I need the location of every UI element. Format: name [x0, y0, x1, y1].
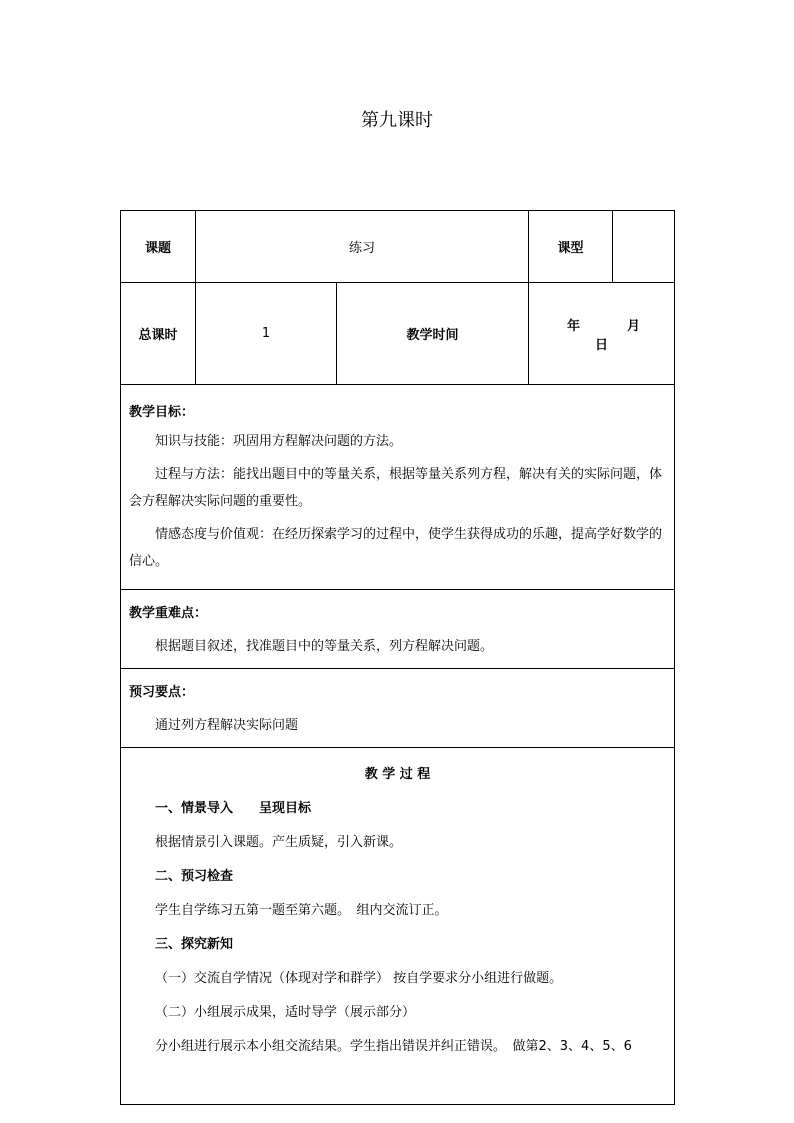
preview-text: 通过列方程解决实际问题: [155, 718, 299, 733]
teaching-date: [529, 283, 675, 385]
total-hours-label: 总课时: [121, 283, 196, 385]
section-1-text: 根据情景引入课题。产生质疑，引入新课。: [155, 835, 403, 850]
goal-emotion: 情感态度与价值观：在经历探索学习的过程中，使学生获得成功的乐趣，提高学好数学的信心。: [129, 527, 663, 569]
topic-value: 练习: [196, 211, 529, 283]
section-3-title: 三、探究新知: [155, 937, 234, 952]
lesson-type-label: 课型: [529, 211, 613, 283]
teaching-time-label: 教学时间: [337, 283, 529, 385]
goals-heading: 教学目标：: [129, 405, 195, 420]
difficulty-section: [121, 590, 675, 669]
total-hours-value: 1: [196, 283, 337, 385]
teaching-goals-section: [121, 385, 675, 590]
topic-label: 课题: [121, 211, 196, 283]
teaching-process-section: [121, 748, 675, 1105]
page-title: 第九课时: [361, 110, 433, 131]
date-day: 日: [595, 337, 609, 353]
section-3-item-2: （二）小组展示成果，适时导学（展示部分）: [155, 1005, 416, 1020]
difficulty-heading: 教学重难点：: [129, 606, 208, 621]
section-1-title: 一、情景导入 呈现目标: [155, 801, 312, 816]
difficulty-text: 根据题目叙述，找准题目中的等量关系，列方程解决问题。: [155, 639, 494, 654]
preview-heading: 预习要点：: [129, 685, 195, 700]
lesson-plan-table: [120, 210, 675, 1105]
table-row: [121, 283, 675, 385]
section-2-title: 二、预习检查: [155, 869, 234, 884]
table-row: [121, 211, 675, 283]
preview-section: [121, 669, 675, 748]
table-row: [121, 385, 675, 590]
lesson-type-value: [613, 211, 675, 283]
goal-knowledge: 知识与技能：巩固用方程解决问题的方法。: [155, 434, 403, 449]
goal-process: 过程与方法：能找出题目中的等量关系，根据等量关系列方程，解决有关的实际问题，体会方程解决实际问题的重要性。: [129, 467, 663, 509]
table-row: [121, 590, 675, 669]
table-row: [121, 748, 675, 1105]
section-3-item-1: （一）交流自学情况（体现对学和群学） 按自学要求分小组进行做题。: [155, 971, 563, 986]
section-3-text: 分小组进行展示本小组交流结果。学生指出错误并纠正错误。 做第2、3、4、5、6: [155, 1039, 632, 1054]
process-heading: 教 学 过 程: [364, 767, 431, 782]
section-2-text: 学生自学练习五第一题至第六题。 组内交流订正。: [155, 903, 448, 918]
date-month: 月: [627, 318, 641, 334]
date-year: 年: [567, 318, 581, 334]
table-row: [121, 669, 675, 748]
